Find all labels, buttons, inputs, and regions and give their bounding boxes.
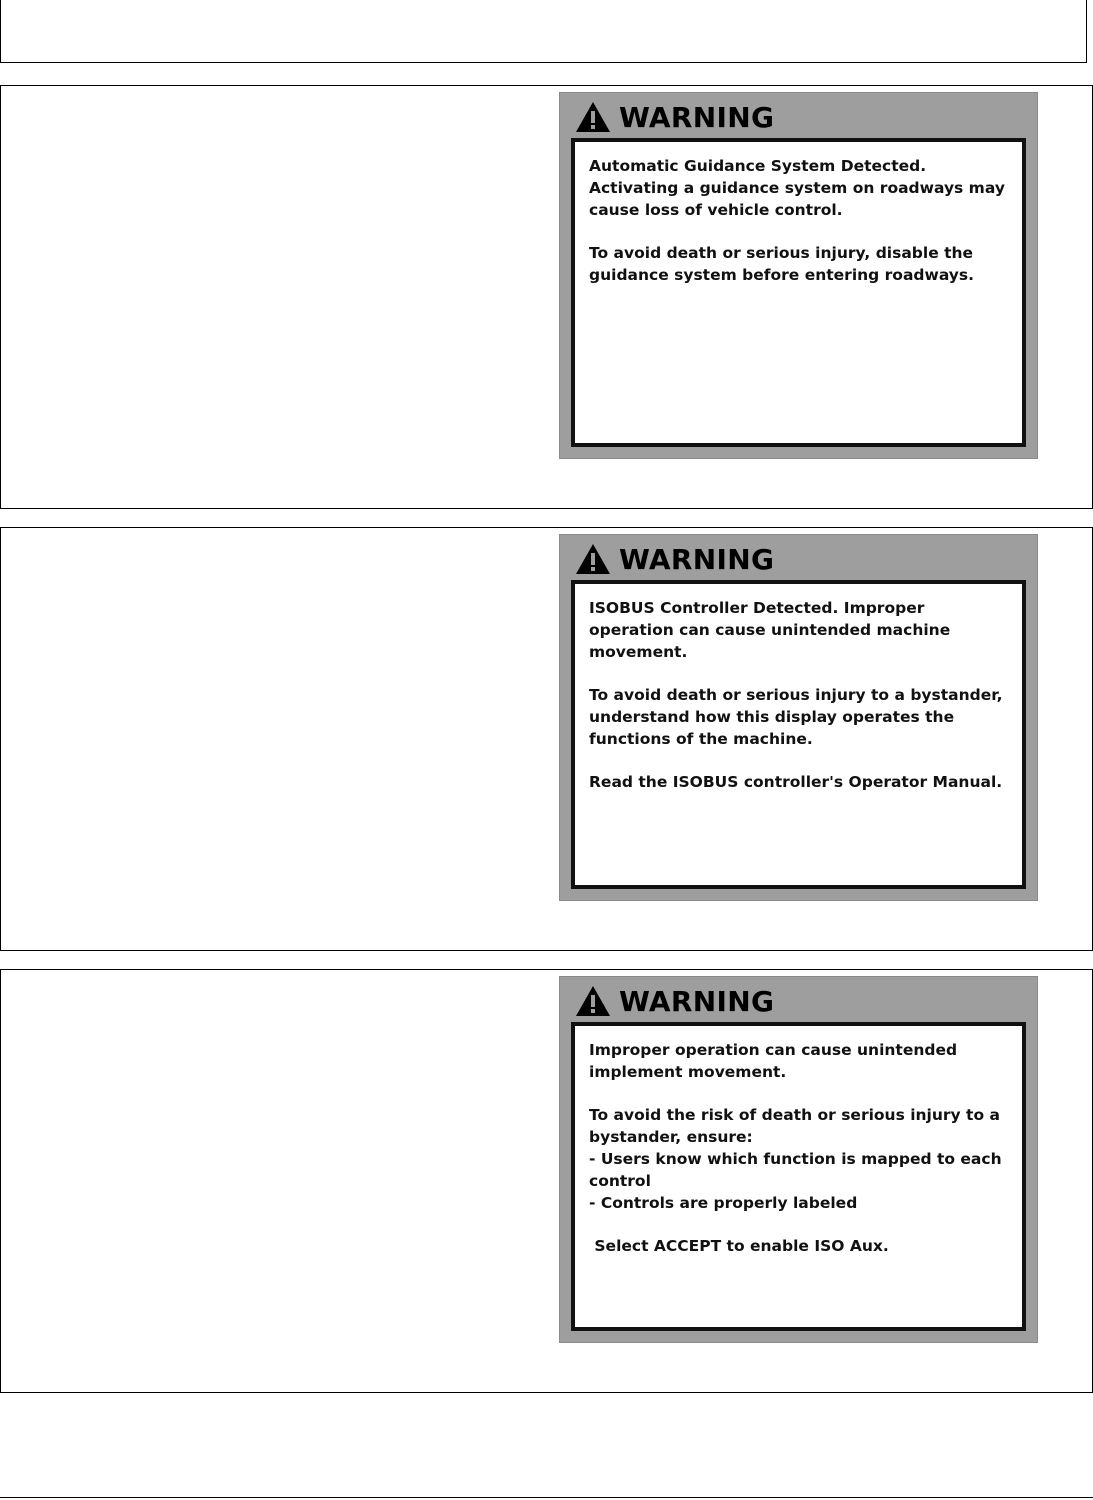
header-box bbox=[0, 0, 1087, 63]
warning-message bbox=[571, 138, 1026, 447]
message-line: Select ACCEPT to enable ISO Aux. bbox=[589, 1237, 889, 1256]
message-line: Activating a guidance system on roadways may bbox=[589, 178, 1005, 197]
warning-triangle-icon bbox=[575, 985, 611, 1017]
message-line: To avoid the risk of death or serious injury to a bbox=[589, 1106, 1000, 1125]
message-spacer bbox=[589, 663, 1022, 685]
warning-title: WARNING bbox=[619, 984, 775, 1018]
message-spacer bbox=[589, 1084, 1022, 1106]
warning-panel bbox=[559, 976, 1038, 1343]
message-line: Improper operation can cause unintended bbox=[589, 1041, 958, 1059]
message-line: cause loss of vehicle control. bbox=[589, 200, 843, 219]
message-line: functions of the machine. bbox=[589, 729, 813, 748]
message-line: Automatic Guidance System Detected. bbox=[589, 157, 927, 175]
footer-rule bbox=[0, 1497, 1093, 1498]
message-line: implement movement. bbox=[589, 1062, 787, 1081]
message-spacer bbox=[589, 1214, 1022, 1236]
warning-header bbox=[575, 98, 774, 136]
message-line: Read the ISOBUS controller's Operator Manual. bbox=[589, 773, 1003, 792]
message-line: control bbox=[589, 1171, 651, 1190]
warning-panel bbox=[559, 534, 1038, 901]
message-line: movement. bbox=[589, 642, 688, 661]
message-line: ISOBUS Controller Detected. Improper bbox=[589, 599, 925, 617]
message-line: bystander, ensure: bbox=[589, 1128, 753, 1147]
message-spacer bbox=[589, 751, 1022, 773]
warning-message bbox=[571, 1022, 1026, 1331]
warning-title: WARNING bbox=[619, 542, 775, 576]
message-line: To avoid death or serious injury to a bystander, bbox=[589, 686, 1003, 705]
warning-section-isobus bbox=[0, 527, 1093, 951]
warning-header bbox=[575, 540, 774, 578]
warning-header bbox=[575, 982, 774, 1020]
message-line: - Users know which function is mapped to each bbox=[589, 1149, 1002, 1168]
warning-section-iso-aux bbox=[0, 969, 1093, 1393]
warning-message bbox=[571, 580, 1026, 889]
message-line: guidance system before entering roadways. bbox=[589, 265, 975, 284]
warning-triangle-icon bbox=[575, 101, 611, 133]
warning-triangle-icon bbox=[575, 543, 611, 575]
message-line: To avoid death or serious injury, disable the bbox=[589, 244, 974, 263]
message-line: understand how this display operates the bbox=[589, 707, 955, 726]
warning-section-guidance bbox=[0, 85, 1093, 509]
warning-panel bbox=[559, 92, 1038, 459]
message-line: operation can cause unintended machine bbox=[589, 620, 951, 639]
warning-title: WARNING bbox=[619, 100, 775, 134]
message-spacer bbox=[589, 221, 1022, 243]
message-line: - Controls are properly labeled bbox=[589, 1193, 858, 1212]
